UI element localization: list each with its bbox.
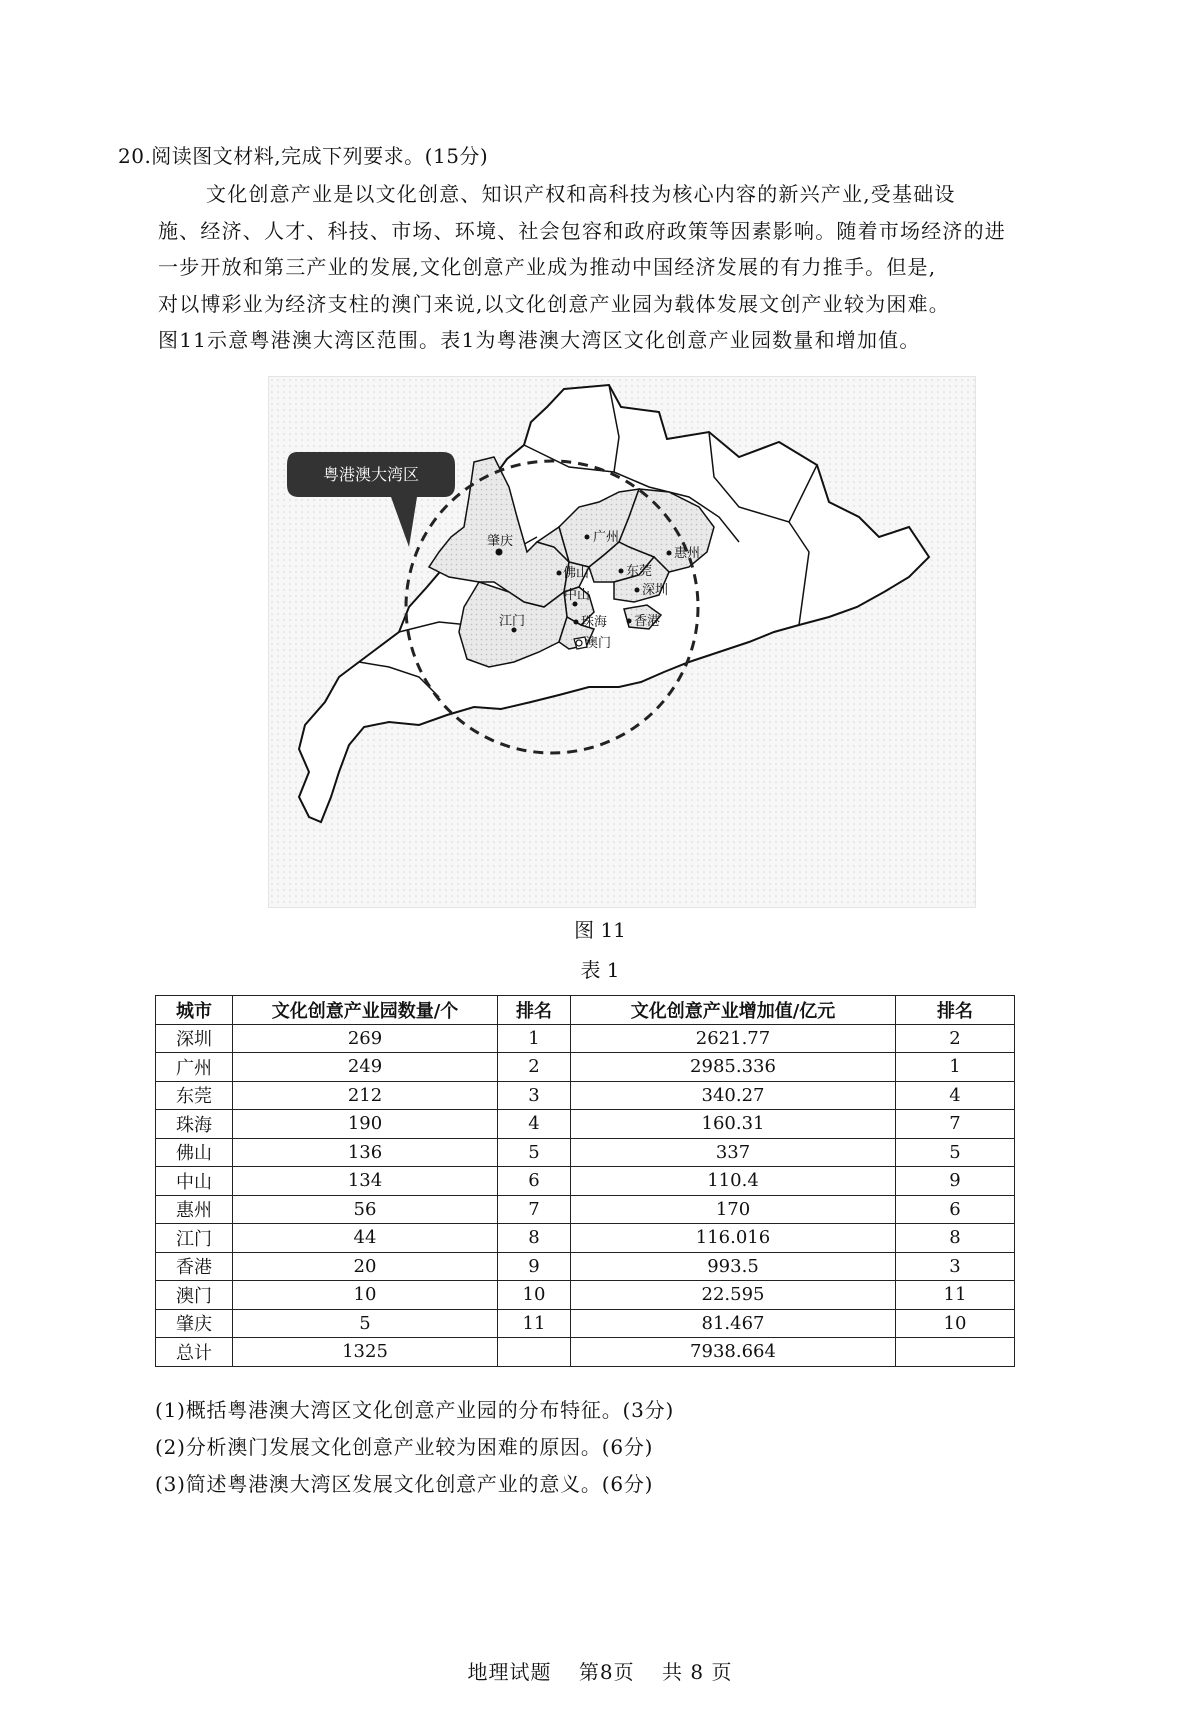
paragraph-line: 一步开放和第三产业的发展,文化创意产业成为推动中国经济发展的有力推手。但是, — [158, 255, 937, 279]
city-label-shenzhen: 深圳 — [642, 583, 669, 598]
table-cell: 7 — [498, 1195, 571, 1224]
table-cell: 11 — [498, 1309, 571, 1338]
header-city: 城市 — [156, 996, 233, 1025]
table-row — [156, 1081, 1015, 1110]
table-cell: 136 — [233, 1138, 498, 1167]
table-cell: 337 — [571, 1138, 896, 1167]
table-row — [156, 1167, 1015, 1196]
paragraph-line: 对以博彩业为经济支柱的澳门来说,以文化创意产业园为载体发展文创产业较为困难。 — [158, 291, 950, 316]
city-label-macau: 澳门 — [585, 636, 612, 651]
table-row — [156, 1252, 1015, 1281]
table-row — [156, 1281, 1015, 1310]
table-cell: 2985.336 — [571, 1053, 896, 1082]
footer-subject: 地理试题 — [467, 1660, 552, 1684]
city-label-huizhou: 惠州 — [674, 546, 701, 561]
table-row — [156, 1024, 1015, 1053]
table-cell: 澳门 — [156, 1281, 233, 1310]
bay-area-map — [268, 376, 976, 908]
table-cell: 20 — [233, 1252, 498, 1281]
table-row — [156, 1309, 1015, 1338]
table-cell: 9 — [498, 1252, 571, 1281]
table-cell: 3 — [896, 1252, 1015, 1281]
city-label-zhongshan: 中山 — [564, 588, 591, 603]
table-row — [156, 1224, 1015, 1253]
header-park-count: 文化创意产业园数量/个 — [233, 996, 498, 1025]
table-cell: 2621.77 — [571, 1024, 896, 1053]
page-footer — [0, 1656, 1200, 1685]
table-cell: 4 — [896, 1081, 1015, 1110]
table-cell: 11 — [896, 1281, 1015, 1310]
table-cell: 中山 — [156, 1167, 233, 1196]
table-cell: 10 — [896, 1309, 1015, 1338]
table-cell: 993.5 — [571, 1252, 896, 1281]
table-cell: 深圳 — [156, 1024, 233, 1053]
city-label-zhaoqing: 肇庆 — [487, 534, 514, 549]
table-cell: 6 — [896, 1195, 1015, 1224]
table-cell: 东莞 — [156, 1081, 233, 1110]
question-paragraph — [158, 176, 1088, 359]
table-cell: 7 — [896, 1110, 1015, 1139]
paragraph-line: 施、经济、人才、科技、市场、环境、社会包容和政府政策等因素影响。随着市场经济的进 — [158, 218, 1006, 243]
question-title: 20.阅读图文材料,完成下列要求。(15分) — [118, 144, 489, 168]
table-cell: 江门 — [156, 1224, 233, 1253]
table-cell: 134 — [233, 1167, 498, 1196]
table-row — [156, 1138, 1015, 1167]
table-cell: 7938.664 — [571, 1338, 896, 1367]
table-cell: 56 — [233, 1195, 498, 1224]
table-row — [156, 1053, 1015, 1082]
table-cell: 2 — [896, 1024, 1015, 1053]
city-label-foshan: 佛山 — [563, 566, 590, 581]
table-cell: 2 — [498, 1053, 571, 1082]
header-rank: 排名 — [896, 996, 1015, 1025]
table-cell: 香港 — [156, 1252, 233, 1281]
callout-label: 粤港澳大湾区 — [322, 465, 420, 484]
footer-total: 共 8 页 — [662, 1660, 733, 1684]
table-cell: 3 — [498, 1081, 571, 1110]
table-cell: 160.31 — [571, 1110, 896, 1139]
paragraph-line: 文化创意产业是以文化创意、知识产权和高科技为核心内容的新兴产业,受基础设 — [206, 182, 956, 206]
sub-question: (3)简述粤港澳大湾区发展文化创意产业的意义。(6分) — [155, 1472, 654, 1496]
table-cell: 4 — [498, 1110, 571, 1139]
table-cell: 广州 — [156, 1053, 233, 1082]
table-cell: 10 — [498, 1281, 571, 1310]
table-cell: 249 — [233, 1053, 498, 1082]
table-cell: 22.595 — [571, 1281, 896, 1310]
table-cell: 5 — [233, 1309, 498, 1338]
table-cell: 1 — [896, 1053, 1015, 1082]
sub-question: (1)概括粤港澳大湾区文化创意产业园的分布特征。(3分) — [155, 1398, 675, 1422]
paragraph-line: 图11示意粤港澳大湾区范围。表1为粤港澳大湾区文化创意产业园数量和增加值。 — [158, 328, 921, 352]
table-row — [156, 1110, 1015, 1139]
table-cell: 8 — [498, 1224, 571, 1253]
city-label-guangzhou: 广州 — [593, 530, 620, 545]
table-header-row — [156, 996, 1015, 1025]
city-label-jiangmen: 江门 — [499, 614, 526, 629]
table-cell: 8 — [896, 1224, 1015, 1253]
table-cell: 5 — [896, 1138, 1015, 1167]
table-cell: 110.4 — [571, 1167, 896, 1196]
table-row — [156, 1338, 1015, 1367]
table-cell: 总计 — [156, 1338, 233, 1367]
table-cell: 珠海 — [156, 1110, 233, 1139]
table-cell: 190 — [233, 1110, 498, 1139]
table-cell: 6 — [498, 1167, 571, 1196]
data-table — [155, 995, 1015, 1367]
table-cell: 佛山 — [156, 1138, 233, 1167]
table-cell: 44 — [233, 1224, 498, 1253]
table-cell: 81.467 — [571, 1309, 896, 1338]
table-caption: 表 1 — [580, 958, 620, 982]
table-cell: 1 — [498, 1024, 571, 1053]
city-label-zhuhai: 珠海 — [581, 615, 608, 630]
figure-caption: 图 11 — [574, 918, 626, 942]
table-cell: 170 — [571, 1195, 896, 1224]
table-cell: 肇庆 — [156, 1309, 233, 1338]
table-cell: 116.016 — [571, 1224, 896, 1253]
table-cell: 5 — [498, 1138, 571, 1167]
table-cell — [498, 1338, 571, 1367]
table-cell: 1325 — [233, 1338, 498, 1367]
table-cell: 10 — [233, 1281, 498, 1310]
sub-questions — [155, 1392, 674, 1503]
city-label-hongkong: 香港 — [634, 614, 661, 629]
table-cell — [896, 1338, 1015, 1367]
sub-question: (2)分析澳门发展文化创意产业较为困难的原因。(6分) — [155, 1435, 654, 1459]
city-label-dongguan: 东莞 — [626, 564, 653, 579]
header-rank: 排名 — [498, 996, 571, 1025]
table-cell: 340.27 — [571, 1081, 896, 1110]
footer-page: 第8页 — [578, 1660, 635, 1684]
table-row — [156, 1195, 1015, 1224]
table-cell: 269 — [233, 1024, 498, 1053]
table-cell: 惠州 — [156, 1195, 233, 1224]
table-cell: 212 — [233, 1081, 498, 1110]
header-added-value: 文化创意产业增加值/亿元 — [571, 996, 896, 1025]
table-cell: 9 — [896, 1167, 1015, 1196]
